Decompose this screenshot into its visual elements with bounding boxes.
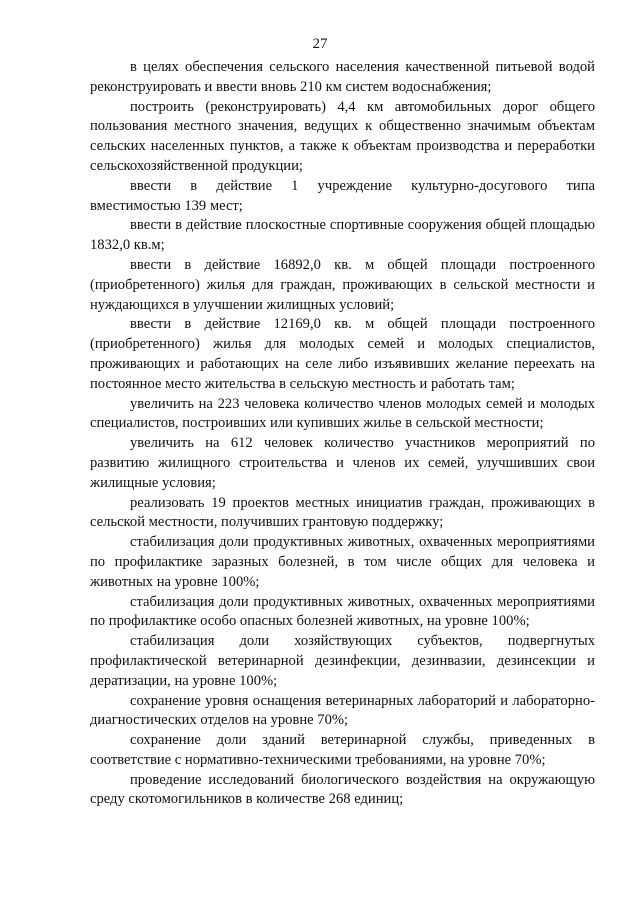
- paragraph-cattle-burial: проведение исследований биологического воздействия на окружающую среду скотомогильников в количестве 268 единиц;: [90, 771, 595, 808]
- page-number: 27: [312, 36, 328, 52]
- paragraph-young-families: увеличить на 223 человека количество членов молодых семей и молодых специалистов, построивших или купивших жилье в сельской местности;: [90, 395, 595, 432]
- paragraph-cultural-facility: ввести в действие 1 учреждение культурно-досугового типа вместимостью 139 мест;: [90, 177, 595, 214]
- document-body: [90, 58, 595, 810]
- paragraph-dangerous-diseases: стабилизация доли продуктивных животных, охваченных мероприятиями по профилактике особо опасных болезней животных, на уровне 100%;: [90, 593, 595, 630]
- paragraph-roads: построить (реконструировать) 4,4 км автомобильных дорог общего пользования местного значения, ведущих к общественно значимым объектам сельских населенных пунктов, а также к объектам производства и переработки сельскохозяйственной продукции;: [90, 98, 595, 174]
- paragraph-laboratories: сохранение уровня оснащения ветеринарных лабораторий и лабораторно-диагностических отделов на уровне 70%;: [90, 692, 595, 729]
- paragraph-water-supply: в целях обеспечения сельского населения качественной питьевой водой реконструировать и ввести вновь 210 км систем водоснабжения;: [90, 59, 595, 95]
- paragraph-housing-young: ввести в действие 12169,0 кв. м общей площади построенного (приобретенного) жилья для молодых семей и молодых специалистов, проживающих и работающих на селе либо изъявивших желание переехать на постоянное место жительства в сельскую местность и работать там;: [90, 316, 595, 392]
- paragraph-contagious-diseases: стабилизация доли продуктивных животных, охваченных мероприятиями по профилактике заразных болезней, в том числе общих для человека и животных на уровне 100%;: [90, 534, 595, 590]
- paragraph-vet-buildings: сохранение доли зданий ветеринарной службы, приведенных в соответствие с нормативно-техническими требованиями, на уровне 70%;: [90, 732, 595, 768]
- paragraph-sports-facilities: ввести в действие плоскостные спортивные сооружения общей площадью 1832,0 кв.м;: [90, 217, 595, 254]
- paragraph-local-initiatives: реализовать 19 проектов местных инициатив граждан, проживающих в сельской местности, получивших грантовую поддержку;: [90, 494, 595, 531]
- paragraph-housing-rural: ввести в действие 16892,0 кв. м общей площади построенного (приобретенного) жилья для граждан, проживающих в сельской местности и нуждающихся в улучшении жилищных условий;: [90, 256, 595, 313]
- paragraph-housing-participants: увеличить на 612 человек количество участников мероприятий по развитию жилищного строительства и членов их семей, улучшивших свои жилищные условия;: [90, 435, 595, 491]
- paragraph-disinfection: стабилизация доли хозяйствующих субъектов, подвергнутых профилактической ветеринарной дезинфекции, дезинвазии, дезинсекции и дератизации, на уровне 100%;: [90, 633, 595, 689]
